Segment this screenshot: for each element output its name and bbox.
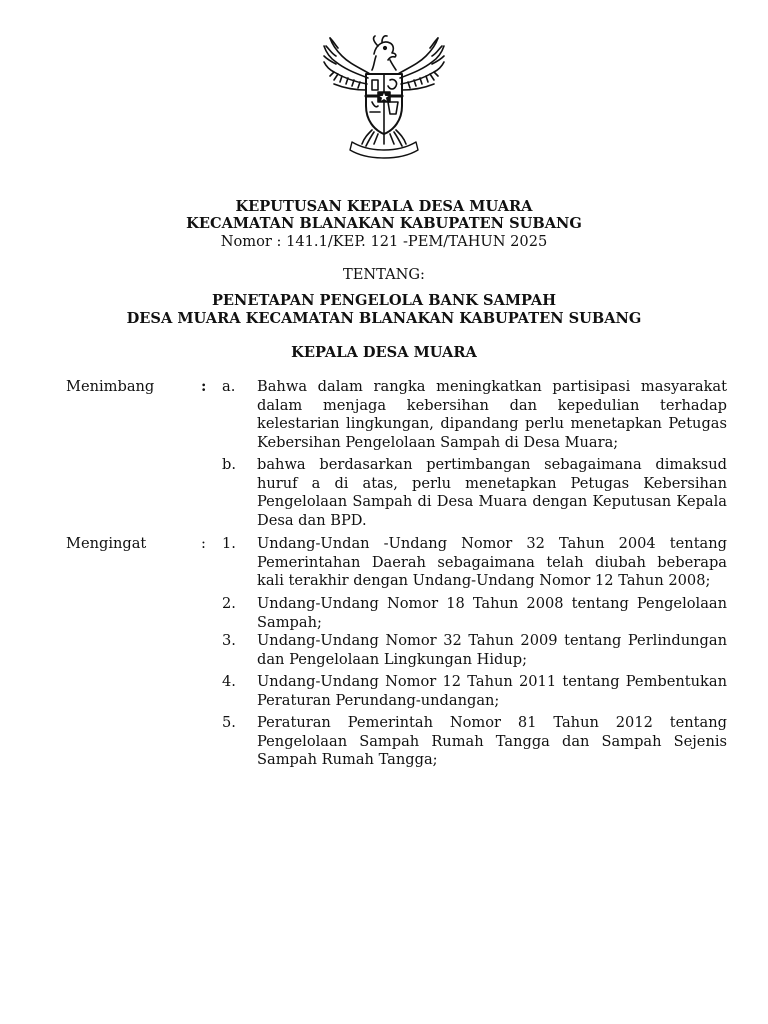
document-title-line-2: KECAMATAN BLANAKAN KABUPATEN SUBANG <box>186 215 582 232</box>
document-title-line-1: KEPUTUSAN KEPALA DESA MUARA <box>235 198 533 215</box>
text-line: Sampah Rumah Tangga; <box>257 751 438 768</box>
text-line: kali terakhir dengan Undang-Undang Nomor 12 Tahun 2008; <box>257 572 711 589</box>
text-line: Undang-Undan -Undang Nomor 32 Tahun 2004 tentang <box>257 535 727 552</box>
mengingat-marker-5: 5. <box>222 714 236 731</box>
text-line: Undang-Undang Nomor 12 Tahun 2011 tentang Pembentukan <box>257 673 727 690</box>
text-line: Undang-Undang Nomor 32 Tahun 2009 tentang Perlindungan <box>257 632 727 649</box>
mengingat-colon: : <box>201 535 206 552</box>
menimbang-colon: : <box>201 378 207 395</box>
mengingat-item-2 <box>257 595 727 632</box>
text-line: Undang-Undang Nomor 18 Tahun 2008 tentang Pengelolaan <box>257 595 727 612</box>
menimbang-marker-b: b. <box>222 456 236 473</box>
mengingat-item-4 <box>257 673 727 710</box>
text-line: Peraturan Pemerintah Nomor 81 Tahun 2012 tentang <box>257 714 727 731</box>
mengingat-marker-3: 3. <box>222 632 236 649</box>
text-line: dalam menjaga kebersihan dan kepedulian terhadap <box>257 396 727 414</box>
subject-line-1: PENETAPAN PENGELOLA BANK SAMPAH <box>211 292 557 309</box>
document-number: Nomor : 141.1/KEP. 121 -PEM/TAHUN 2025 <box>220 233 548 250</box>
menimbang-item-b <box>257 456 727 530</box>
garuda-emblem <box>322 34 446 160</box>
text-line: Pengelolaan Sampah di Desa Muara dengan Keputusan Kepala <box>257 493 727 510</box>
mengingat-label: Mengingat <box>66 535 147 552</box>
text-line: Kebersihan Pengelolaan Sampah di Desa Muara; <box>257 433 619 451</box>
mengingat-item-3 <box>257 632 727 669</box>
mengingat-marker-2: 2. <box>222 595 236 612</box>
menimbang-item-a <box>257 378 727 452</box>
mengingat-marker-4: 4. <box>222 673 236 690</box>
text-line: Sampah; <box>257 613 322 631</box>
text-line: kelestarian lingkungan, dipandang perlu menetapkan Petugas <box>257 415 727 432</box>
menimbang-marker-a: a. <box>222 378 236 395</box>
text-line: bahwa berdasarkan pertimbangan sebagaimana dimaksud <box>257 456 727 473</box>
about-heading: TENTANG: <box>343 266 425 283</box>
text-line: Pemerintahan Daerah sebagaimana telah diubah beberapa <box>257 553 727 571</box>
garuda-emblem-icon <box>322 34 446 160</box>
text-line: Pengelolaan Sampah Rumah Tangga dan Sampah Sejenis <box>257 732 727 750</box>
mengingat-item-5 <box>257 714 727 770</box>
text-line: huruf a di atas, perlu menetapkan Petugas Kebersihan <box>257 474 727 492</box>
authority-heading: KEPALA DESA MUARA <box>291 344 477 361</box>
mengingat-item-1 <box>257 535 727 591</box>
text-line: Peraturan Perundang-undangan; <box>257 691 500 709</box>
mengingat-marker-1: 1. <box>222 535 236 552</box>
text-line: dan Pengelolaan Lingkungan Hidup; <box>257 650 528 668</box>
subject-line-2: DESA MUARA KECAMATAN BLANAKAN KABUPATEN SUBANG <box>126 310 642 327</box>
text-line: Desa dan BPD. <box>257 511 367 529</box>
menimbang-label: Menimbang <box>66 378 155 395</box>
text-line: Bahwa dalam rangka meningkatkan partisipasi masyarakat <box>257 378 727 395</box>
